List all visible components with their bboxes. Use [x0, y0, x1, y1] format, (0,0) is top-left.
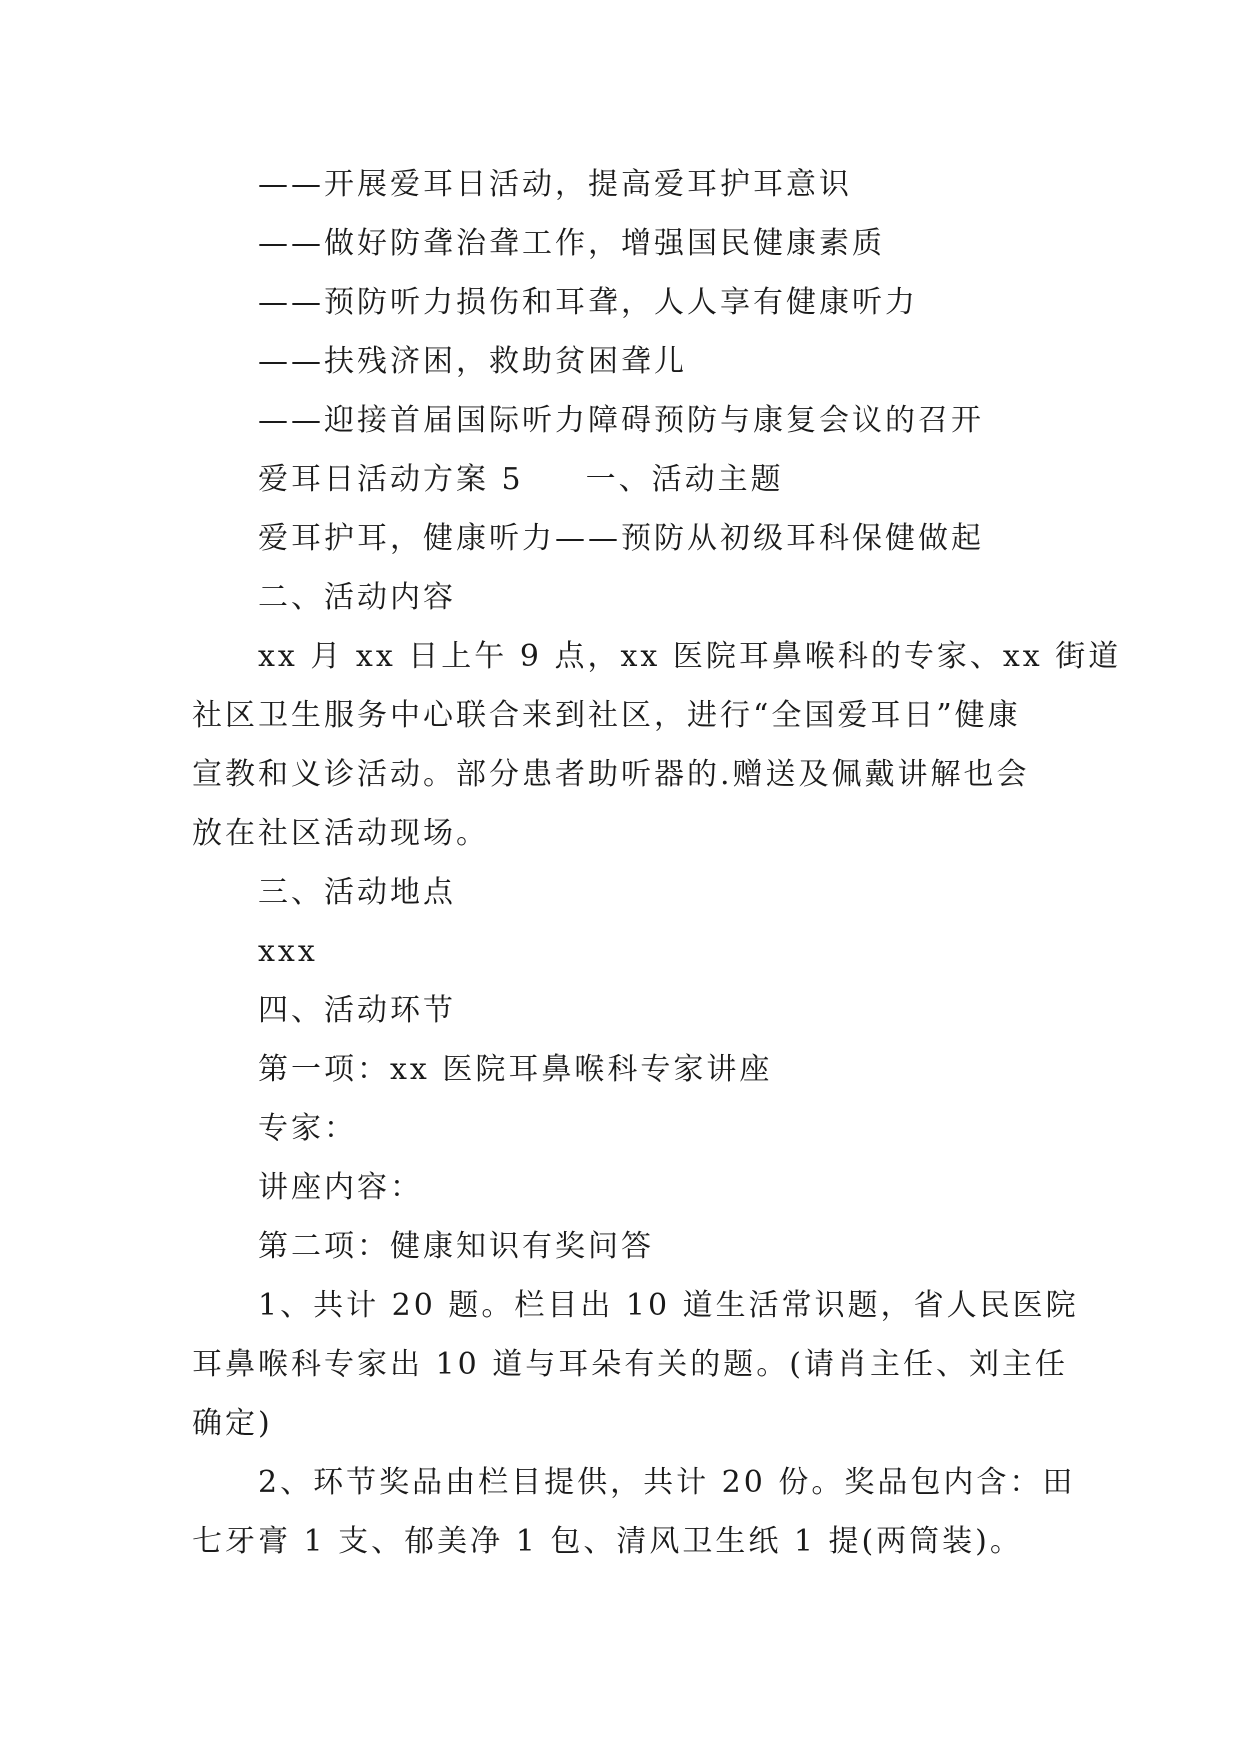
paragraph-line: 社区卫生服务中心联合来到社区，进行“全国爱耳日”健康: [192, 698, 1021, 733]
paragraph-line: 确定): [192, 1406, 273, 1441]
plan-heading-row: [258, 460, 784, 500]
section-heading: 三、活动地点: [258, 875, 456, 910]
section-heading: 二、活动内容: [258, 580, 456, 615]
section-heading: 一、活动主题: [585, 462, 784, 497]
plan-title: 爱耳日活动方案 5: [258, 462, 524, 497]
paragraph-line: 宣教和义诊活动。部分患者助听器的.赠送及佩戴讲解也会: [192, 757, 1030, 792]
paragraph-line: 放在社区活动现场。: [192, 816, 489, 851]
slogan-line: ——扶残济困，救助贫困聋儿: [258, 344, 687, 379]
field-label: 讲座内容：: [258, 1170, 423, 1205]
slogan-line: ——开展爱耳日活动，提高爱耳护耳意识: [258, 167, 852, 202]
slogan-line: ——做好防聋治聋工作，增强国民健康素质: [258, 226, 885, 261]
section-heading: 四、活动环节: [258, 993, 456, 1028]
slogan-line: ——迎接首届国际听力障碍预防与康复会议的召开: [258, 403, 984, 438]
theme-text: 爱耳护耳，健康听力——预防从初级耳科保健做起: [258, 521, 984, 556]
paragraph-line: 1、共计 20 题。栏目出 10 道生活常识题，省人民医院: [258, 1288, 1079, 1323]
item-heading: 第二项：健康知识有奖问答: [258, 1229, 654, 1264]
item-heading: 第一项：xx 医院耳鼻喉科专家讲座: [258, 1052, 773, 1087]
paragraph-line: xx 月 xx 日上午 9 点，xx 医院耳鼻喉科的专家、xx 街道: [258, 639, 1122, 674]
paragraph-line: 2、环节奖品由栏目提供，共计 20 份。奖品包内含：田: [258, 1465, 1076, 1500]
paragraph-line: 七牙膏 1 支、郁美净 1 包、清风卫生纸 1 提(两筒装)。: [192, 1524, 1023, 1559]
field-label: 专家：: [258, 1111, 357, 1146]
slogan-line: ——预防听力损伤和耳聋，人人享有健康听力: [258, 285, 918, 320]
location-text: xxx: [258, 934, 318, 969]
paragraph-line: 耳鼻喉科专家出 10 道与耳朵有关的题。(请肖主任、刘主任: [192, 1347, 1068, 1382]
